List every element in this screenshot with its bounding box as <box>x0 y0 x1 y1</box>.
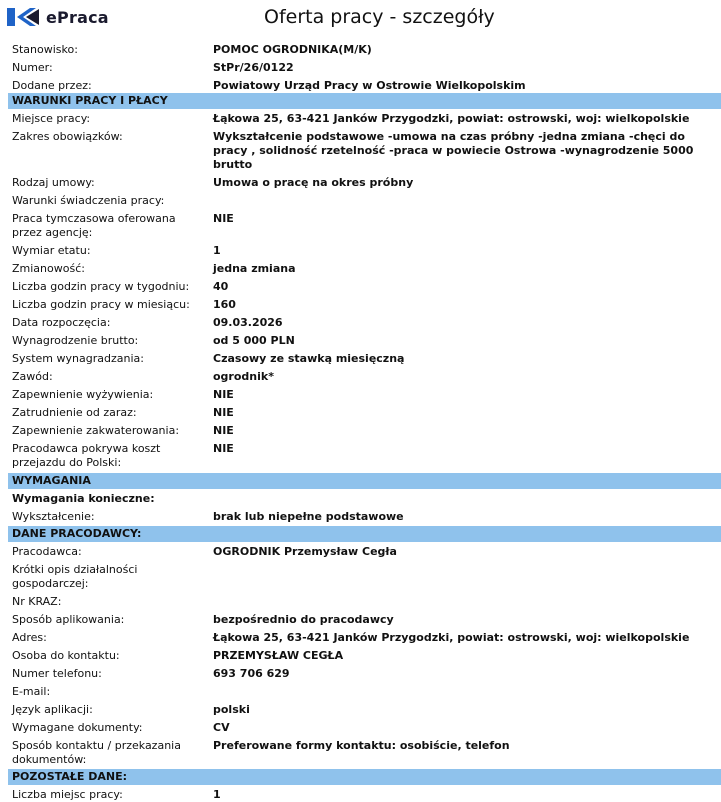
detail-label: Liczba miejsc pracy: <box>12 788 123 801</box>
detail-row <box>8 442 721 470</box>
detail-row <box>8 667 721 681</box>
detail-value: Łąkowa 25, 63-421 Janków Przygodzki, powiat: ostrowski, woj: wielkopolskie <box>213 112 690 125</box>
detail-row <box>8 194 721 208</box>
section-wymagania <box>8 510 721 524</box>
detail-label: Warunki świadczenia pracy: <box>12 194 165 207</box>
detail-label: Pracodawca: <box>12 545 82 558</box>
detail-row <box>8 631 721 645</box>
detail-value: Umowa o pracę na okres próbny <box>213 176 414 189</box>
detail-value: ogrodnik* <box>213 370 274 383</box>
detail-value: PRZEMYSŁAW CEGŁA <box>213 649 344 662</box>
detail-row <box>8 545 721 559</box>
detail-label: Numer telefonu: <box>12 667 102 680</box>
detail-value: OGRODNIK Przemysław Cegła <box>213 545 397 558</box>
detail-row <box>8 334 721 348</box>
detail-label: Zawód: <box>12 370 53 383</box>
required-subheading: Wymagania konieczne: <box>12 492 155 505</box>
detail-row <box>8 703 721 717</box>
detail-value: NIE <box>213 212 234 225</box>
detail-row <box>8 424 721 438</box>
section-pracodawca-header: DANE PRACODAWCY: <box>8 526 721 542</box>
detail-label: Stanowisko: <box>12 43 78 56</box>
detail-label: Zmianowość: <box>12 262 85 275</box>
detail-row <box>8 563 721 591</box>
detail-label: Liczba godzin pracy w tygodniu: <box>12 280 190 293</box>
detail-row <box>8 613 721 627</box>
detail-label: Pracodawca pokrywa koszt przejazdu do Polski: <box>12 442 161 469</box>
detail-label: Adres: <box>12 631 47 644</box>
detail-value: NIE <box>213 424 234 437</box>
detail-row <box>8 262 721 276</box>
section-warunki-header: WARUNKI PRACY I PŁACY <box>8 93 721 109</box>
detail-label: Osoba do kontaktu: <box>12 649 120 662</box>
detail-label: Zakres obowiązków: <box>12 130 123 143</box>
offer-details <box>8 40 721 802</box>
detail-value: brak lub niepełne podstawowe <box>213 510 404 523</box>
detail-value: NIE <box>213 388 234 401</box>
detail-row <box>8 316 721 330</box>
detail-label: Dodane przez: <box>12 79 92 92</box>
detail-value: StPr/26/0122 <box>213 61 294 74</box>
detail-row <box>8 112 721 126</box>
detail-label: Numer: <box>12 61 53 74</box>
detail-label: Wykształcenie: <box>12 510 95 523</box>
detail-label: Wynagrodzenie brutto: <box>12 334 139 347</box>
detail-value: Preferowane formy kontaktu: osobiście, telefon <box>213 739 510 752</box>
detail-label: Nr KRAZ: <box>12 595 62 608</box>
detail-label: E-mail: <box>12 685 51 698</box>
detail-value: jedna zmiana <box>213 262 296 275</box>
detail-row <box>8 79 721 93</box>
detail-value: NIE <box>213 406 234 419</box>
detail-row <box>8 388 721 402</box>
detail-label: Sposób kontaktu / przekazania dokumentów: <box>12 739 181 766</box>
detail-row <box>8 739 721 767</box>
detail-label: Rodzaj umowy: <box>12 176 95 189</box>
detail-row <box>8 406 721 420</box>
detail-label: Zapewnienie zakwaterowania: <box>12 424 180 437</box>
detail-row <box>8 130 721 172</box>
detail-label: Sposób aplikowania: <box>12 613 125 626</box>
detail-label: Wymiar etatu: <box>12 244 91 257</box>
detail-row <box>8 370 721 384</box>
page-title: Oferta pracy - szczegóły <box>264 6 495 28</box>
epraca-logo[interactable] <box>6 6 109 28</box>
detail-value: Łąkowa 25, 63-421 Janków Przygodzki, powiat: ostrowski, woj: wielkopolskie <box>213 631 690 644</box>
detail-label: Praca tymczasowa oferowana przez agencję: <box>12 212 176 239</box>
detail-value: polski <box>213 703 250 716</box>
section-warunki <box>8 112 721 470</box>
detail-value: NIE <box>213 442 234 455</box>
logo-text: ePraca <box>46 7 109 27</box>
section-wymagania-header: WYMAGANIA <box>8 473 721 489</box>
page-header <box>0 0 721 38</box>
detail-value: 693 706 629 <box>213 667 290 680</box>
detail-label: Data rozpoczęcia: <box>12 316 111 329</box>
section-pracodawca <box>8 545 721 767</box>
detail-row <box>8 61 721 75</box>
detail-value: bezpośrednio do pracodawcy <box>213 613 394 626</box>
detail-value: 160 <box>213 298 236 311</box>
detail-row <box>8 244 721 258</box>
detail-value: CV <box>213 721 230 734</box>
detail-row <box>8 280 721 294</box>
detail-value: Czasowy ze stawką miesięczną <box>213 352 405 365</box>
detail-row <box>8 510 721 524</box>
detail-row <box>8 649 721 663</box>
detail-row <box>8 298 721 312</box>
detail-label: Liczba godzin pracy w miesiącu: <box>12 298 190 311</box>
detail-row <box>8 352 721 366</box>
detail-value: 1 <box>213 244 221 257</box>
detail-label: Zatrudnienie od zaraz: <box>12 406 137 419</box>
detail-row <box>8 212 721 240</box>
detail-value: Wykształcenie podstawowe -umowa na czas próbny -jedna zmiana -chęci do pracy , solidność rzetelność -praca w powiecie Ostrowa -wynagrodzenie 5000 brutto <box>213 130 694 171</box>
detail-value: 09.03.2026 <box>213 316 283 329</box>
detail-row <box>8 176 721 190</box>
detail-label: System wynagradzania: <box>12 352 144 365</box>
detail-row <box>8 685 721 699</box>
section-pozostale-header: POZOSTAŁE DANE: <box>8 769 721 785</box>
detail-label: Język aplikacji: <box>12 703 93 716</box>
detail-value: od 5 000 PLN <box>213 334 295 347</box>
detail-label: Miejsce pracy: <box>12 112 91 125</box>
epraca-logo-icon <box>6 6 42 28</box>
detail-row <box>8 788 721 802</box>
detail-row <box>8 721 721 735</box>
detail-label: Zapewnienie wyżywienia: <box>12 388 154 401</box>
detail-label: Krótki opis działalności gospodarczej: <box>12 563 138 590</box>
detail-label: Wymagane dokumenty: <box>12 721 143 734</box>
detail-value: POMOC OGRODNIKA(M/K) <box>213 43 372 56</box>
offer-summary <box>8 43 721 93</box>
detail-value: Powiatowy Urząd Pracy w Ostrowie Wielkopolskim <box>213 79 526 92</box>
detail-row <box>8 43 721 57</box>
section-pozostale <box>8 788 721 802</box>
detail-value: 40 <box>213 280 229 293</box>
detail-value: 1 <box>213 788 221 801</box>
detail-row <box>8 595 721 609</box>
